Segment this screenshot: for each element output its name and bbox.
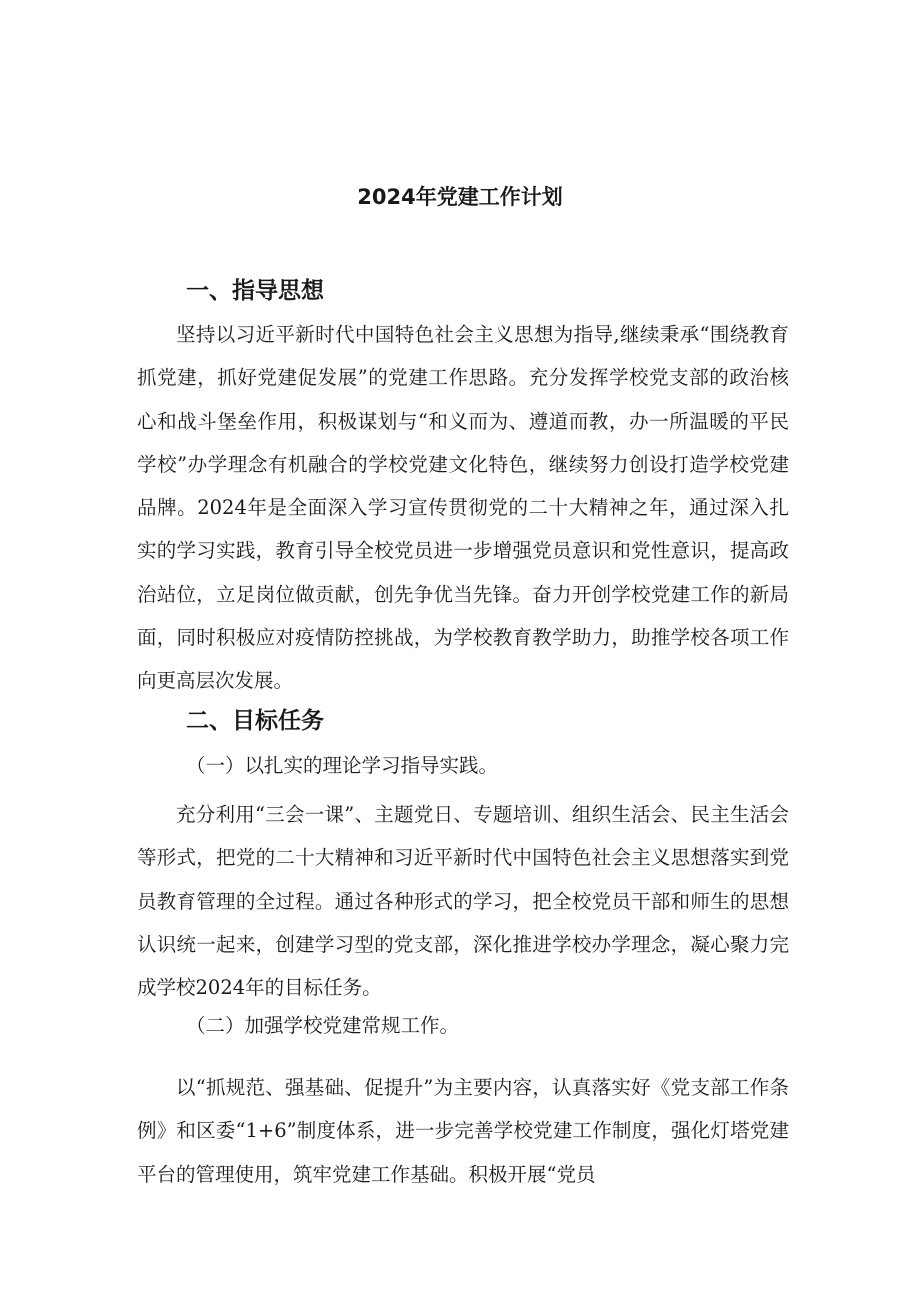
section-heading-guiding-ideology: 一、指导思想 bbox=[186, 278, 324, 304]
subsection-title-theory-study: （一）以扎实的理论学习指导实践。 bbox=[186, 754, 499, 777]
subsection-title-routine-work: （二）加强学校党建常规工作。 bbox=[186, 1014, 460, 1037]
guiding-ideology-paragraph: 坚持以习近平新时代中国特色社会主义思想为指导,继续秉承“围绕教育抓党建，抓好党建促发展”的党建工作思路。充分发挥学校党支部的政治核心和战斗堡垒作用，积极谋划与“和义而为、遵道而教，办一所温暖的平民学校”办学理念有机融合的学校党建文化特色，继续努力创设打造学校党建品牌。2024年是全面深入学习宣传贯彻党的二十大精神之年，通过深入扎实的学习实践，教育引导全校党员进一步增强党员意识和党性意识，提高政治站位，立足岗位做贡献，创先争优当先锋。奋力开创学校党建工作的新局面，同时积极应对疫情防控挑战，为学校教育教学助力，助推学校各项工作向更高层次发展。 bbox=[137, 323, 789, 693]
section-heading-goals-tasks: 二、目标任务 bbox=[186, 708, 324, 734]
theory-study-paragraph: 充分利用“三会一课”、主题党日、专题培训、组织生活会、民主生活会等形式，把党的二十大精神和习近平新时代中国特色社会主义思想落实到党员教育管理的全过程。通过各种形式的学习，把全校党员干部和师生的思想认识统一起来，创建学习型的党支部，深化推进学校办学理念，凝心聚力完成学校2024年的目标任务。 bbox=[137, 803, 789, 1000]
document-title: 2024年党建工作计划 bbox=[357, 185, 563, 209]
routine-work-paragraph: 以“抓规范、强基础、促提升”为主要内容，认真落实好《党支部工作条例》和区委“1+6”制度体系，进一步完善学校党建工作制度，强化灯塔党建平台的管理使用，筑牢党建工作基础。积极开展“党员 bbox=[137, 1076, 789, 1186]
